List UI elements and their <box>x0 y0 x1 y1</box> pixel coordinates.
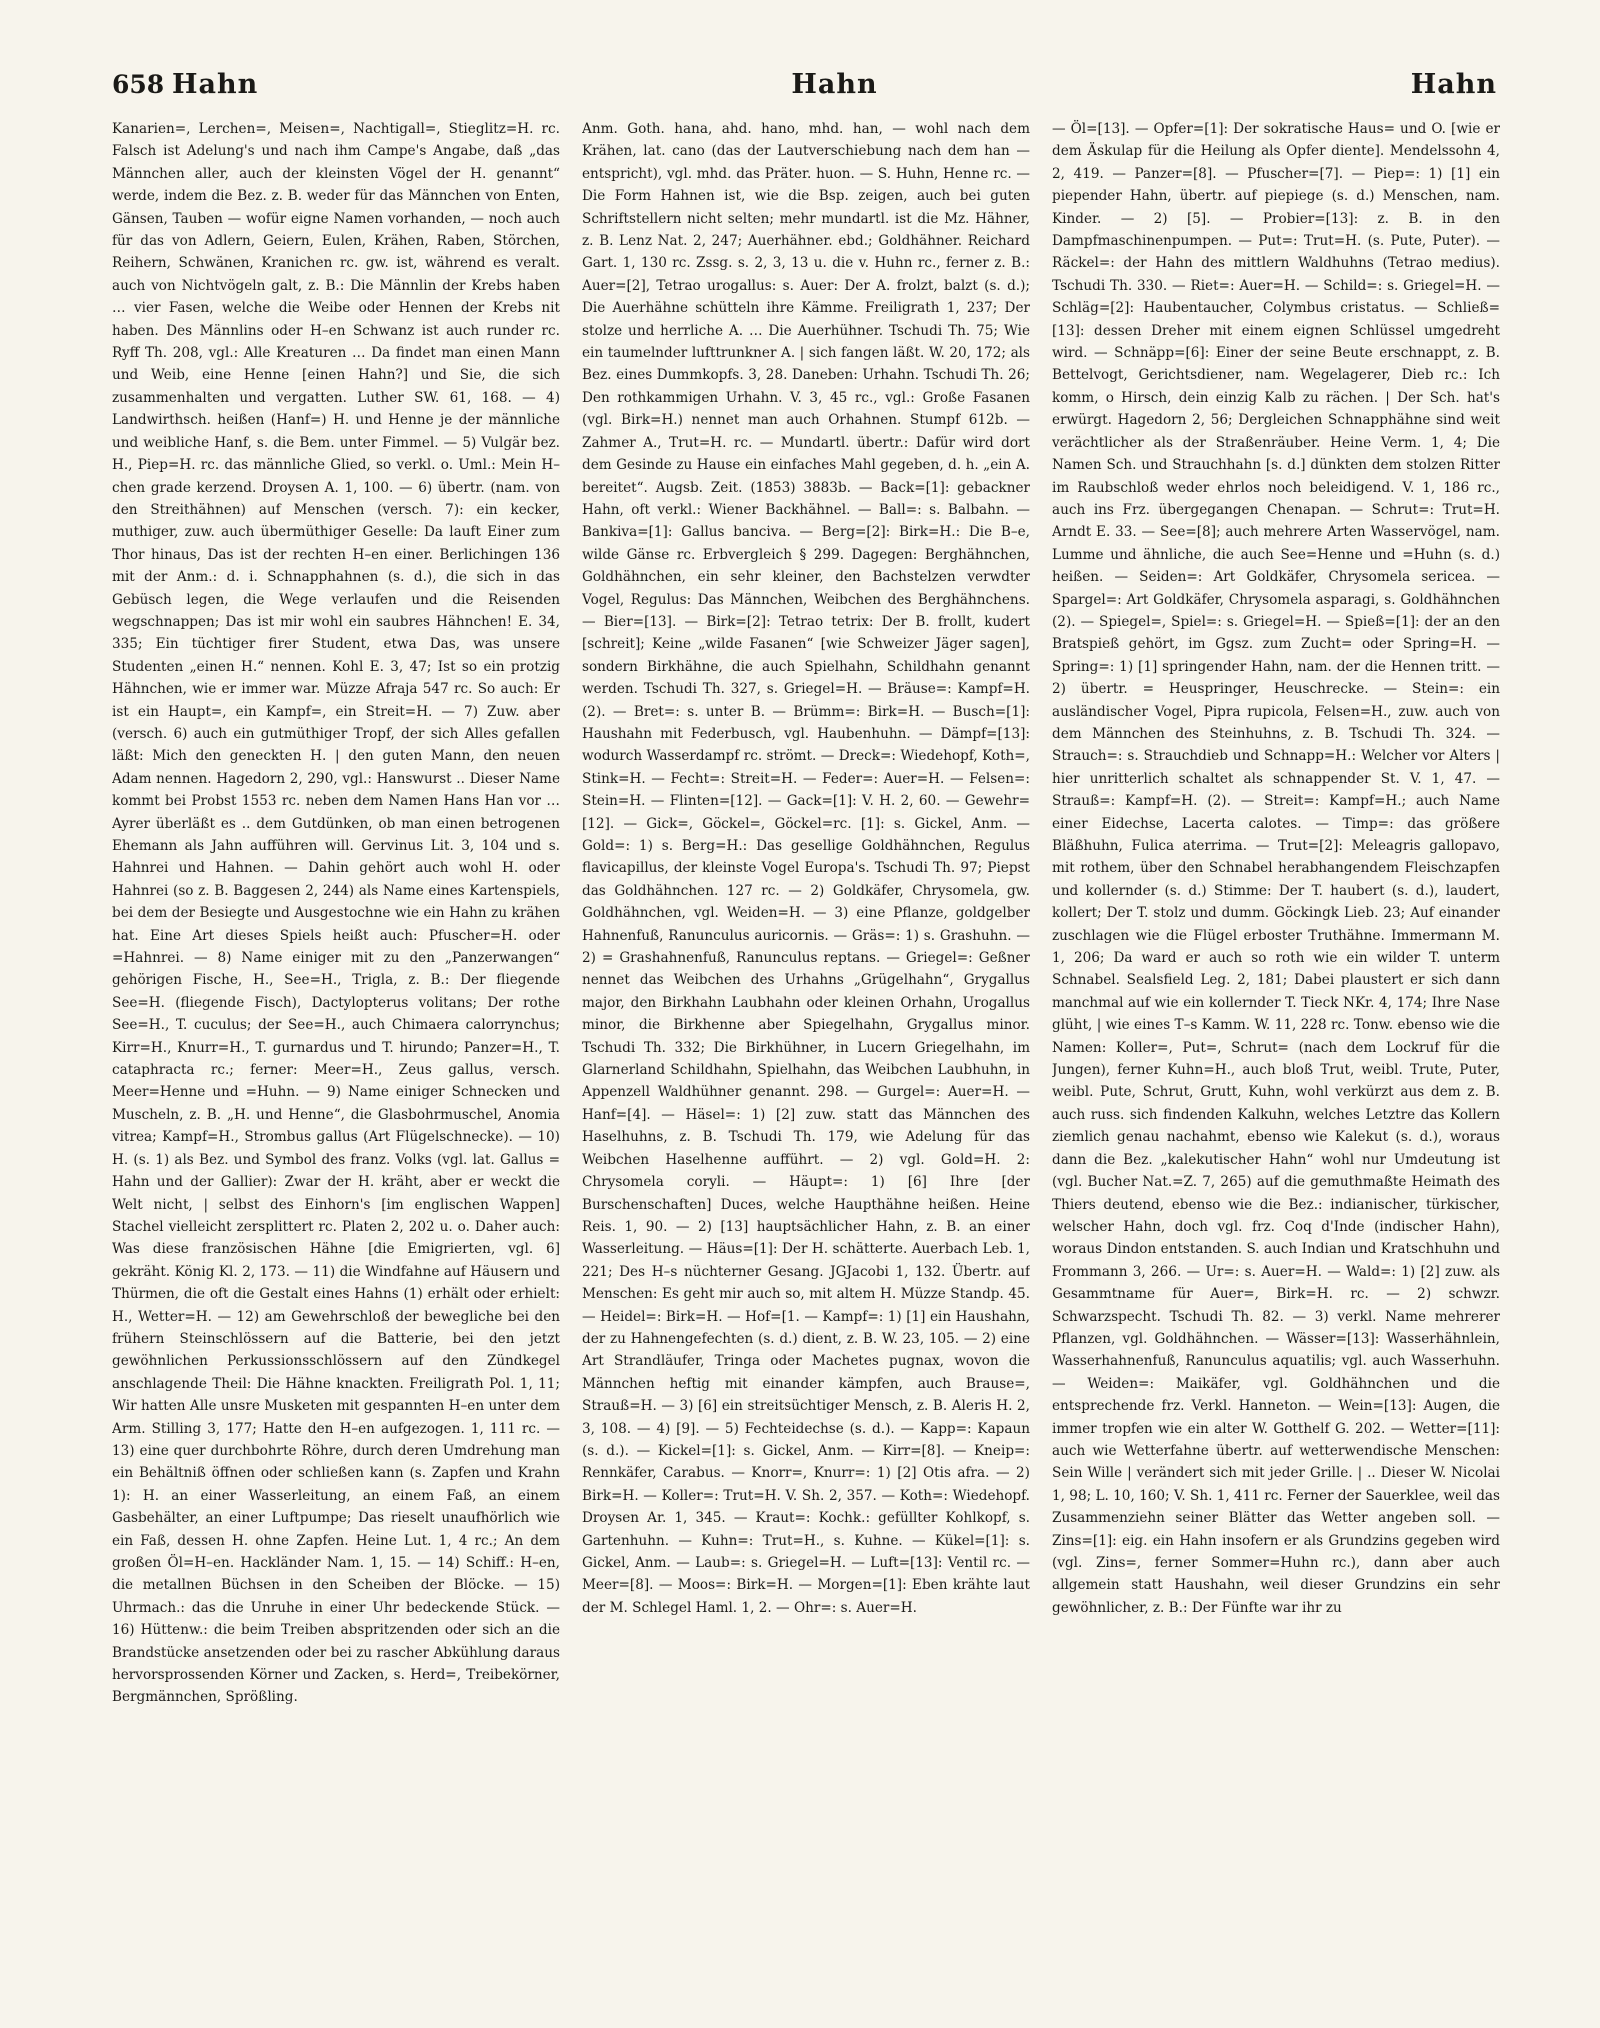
column-right <box>1052 118 1500 2013</box>
text-columns <box>112 118 1500 2013</box>
page-header <box>112 62 1497 106</box>
column-middle <box>582 118 1030 2013</box>
running-head-right: Hahn <box>1410 68 1497 100</box>
running-head-center: Hahn <box>791 68 878 100</box>
column-right-text: — Öl=[13]. — Opfer=[1]: Der sokratische Haus= und O. [wie er dem Äskulap für die Heilung als Opfer diente]. Mendelssohn 4, 2, 419. — Panzer=[8]. — Pfuscher=[7]. — Piep=: 1) [1] ein piepender Hahn, übertr. auf piepiege (s. d.) Menschen, nam. Kinder. — 2) [5]. — Probier=[13]: z. B. in den Dampfmaschinenpumpen. — Put=: Trut=H. (s. Pute, Puter). — Räckel=: der Hahn des mittlern Waldhuhns (Tetrao medius). Tschudi Th. 330. — Riet=: Auer=H. — Schild=: s. Griegel=H. — Schläg=[2]: Haubentaucher, Colymbus cristatus. — Schließ=[13]: dessen Dreher mit einem eignen Schlüssel umgedreht wird. — Schnäpp=[6]: Einer der seine Beute erschnappt, z. B. Bettelvogt, Gerichtsdiener, nam. Wegelagerer, Dieb rc.: Ich komm, o Hirsch, dein einzig Kalb zu rächen. | Der Sch. hat's erwürgt. Hagedorn 2, 56; Dergleichen Schnapphähne sind weit verächtlicher als der Straßenräuber. Heine Verm. 1, 4; Die Namen Sch. und Strauchhahn [s. d.] dünkten dem stolzen Ritter im Raubschloß weder ehrlos noch beleidigend. V. 1, 186 rc., auch ins Frz. übergegangen Chenapan. — Schrut=: Trut=H. Arndt E. 33. — See=[8]; auch mehrere Arten Wasservögel, nam. Lumme und ähnliche, die auch See=Henne und =Huhn (s. d.) heißen. — Seiden=: Art Goldkäfer, Chrysomela sericea. — Spargel=: Art Goldkäfer, Chrysomela asparagi, s. Goldhähnchen (2). — Spiegel=, Spiel=: s. Griegel=H. — Spieß=[1]: der an den Bratspieß gehört, im Ggsz. zum Zucht= oder Spring=H. — Spring=: 1) [1] springender Hahn, nam. der die Hennen tritt. — 2) übertr. = Heuspringer, Heuschrecke. — Stein=: ein ausländischer Vogel, Pipra rupicola, Felsen=H., zuw. auch von dem Männchen des Steinhuhns, z. B. Tschudi Th. 324. — Strauch=: s. Strauchdieb und Schnapp=H.: Welcher vor Alters | hier unritterlich schaltet als schnappender St. V. 1, 47. — Strauß=: Kampf=H. (2). — Streit=: Kampf=H.; auch Name einer Eidechse, Lacerta calotes. — Timp=: das größere Bläßhuhn, Fulica aterrima. — Trut=[2]: Meleagris gallopavo, mit rothem, über den Schnabel herabhangendem Fleischzapfen und kollernder (s. d.) Stimme: Der T. haubert (s. d.), laudert, kollert; Der T. stolz und dumm. Göckingk Lieb. 23; Auf einander zuschlagen wie die Flügel erboster Truthähne. Immermann M. 1, 206; Da ward er auch so roth wie ein wilder T. unterm Schnabel. Sealsfield Leg. 2, 181; Dabei plaustert er sich dann manchmal auf wie ein kollernder T. Tieck NKr. 4, 174; Ihre Nase glüht, | wie eines T–s Kamm. W. 11, 228 rc. Tonw. ebenso wie die Namen: Koller=, Put=, Schrut= (nach dem Lockruf für die Jungen), ferner Kuhn=H., auch bloß Trut, weibl. Trute, Puter, weibl. Pute, Schrut, Grutt, Kuhn, wohl verkürzt aus dem z. B. auch russ. sich findenden Kalkuhn, welches Letztre das Kollern ziemlich genau nachahmt, ebenso wie Kalekut (s. d.), woraus dann die Bez. „kalekutischer Hahn“ wohl nur Umdeutung ist (vgl. Bucher Nat.=Z. 7, 265) auf die gemuthmaßte Heimath des Thiers deutend, ebenso wie die Bez.: indianischer, türkischer, welscher Hahn, doch vgl. frz. Coq d'Inde (indischer Hahn), woraus Dindon entstanden. S. auch Indian und Kratschhuhn und Frommann 3, 266. — Ur=: s. Auer=H. — Wald=: 1) [2] zuw. als Gesammtname für Auer=, Birk=H. rc. — 2) schwzr. Schwarzspecht. Tschudi Th. 82. — 3) verkl. Name mehrerer Pflanzen, vgl. Goldhähnchen. — Wässer=[13]: Wasserhähnlein, Wasserhahnenfuß, Ranunculus aquatilis; vgl. auch Wasserhuhn. — Weiden=: Maikäfer, vgl. Goldhähnchen und die entsprechende frz. Verkl. Hanneton. — Wein=[13]: Augen, die immer tropfen wie ein alter W. Gotthelf G. 202. — Wetter=[11]: auch wie Wetterfahne übertr. auf wetterwendische Menschen: Sein Wille | verändert sich mit jeder Grille. | .. Dieser W. Nicolai 1, 98; L. 10, 160; V. Sh. 1, 411 rc. Ferner der Sauerklee, weil das Zusammenziehn seiner Blätter das Wetter angeben soll. — Zins=[1]: eig. ein Hahn insofern er als Grundzins gegeben wird (vgl. Zins=, ferner Sommer=Huhn rc.), dann aber auch allgemein statt Haushahn, weil dieser Grundzins ein sehr gewöhnlicher, z. B.: Der Fünfte war ihr zu <box>1052 121 1500 1616</box>
column-left <box>112 118 560 2013</box>
page-number: 658 <box>112 69 165 99</box>
running-head-left: Hahn <box>172 68 259 100</box>
column-left-text: Kanarien=, Lerchen=, Meisen=, Nachtigall=, Stieglitz=H. rc. Falsch ist Adelung's und nach ihm Campe's Angabe, daß „das Männchen aller, auch der kleinsten Vögel der H. genannt“ werde, indem die Bez. z. B. weder für das Männchen von Enten, Gänsen, Tauben — wofür eigne Namen vorhanden, — noch auch für das von Adlern, Geiern, Eulen, Krähen, Raben, Störchen, Reihern, Schwänen, Kranichen rc. gw. ist, während es veralt. auch von Nichtvögeln galt, z. B.: Die Männlin der Krebs haben … vier Fasen, welche die Weibe oder Hennen der Krebs nit haben. Des Männlins oder H–en Schwanz ist auch runder rc. Ryff Th. 208, vgl.: Alle Kreaturen … Da findet man einen Mann und Weib, eine Henne [einen Hahn?] und Sie, die sich zusammenhalten und vergatten. Luther SW. 61, 168. — 4) Landwirthsch. heißen (Hanf=) H. und Henne je der männliche und weibliche Hanf, s. die Bem. unter Fimmel. — 5) Vulgär bez. H., Piep=H. rc. das männliche Glied, so verkl. o. Uml.: Mein H–chen grade kerzend. Droysen A. 1, 100. — 6) übertr. (nam. von den Streithähnen) auf Menschen (versch. 7): ein kecker, muthiger, zuw. auch übermüthiger Geselle: Da lauft Einer zum Thor hinaus, Das ist der rechten H–en einer. Berlichingen 136 mit der Anm.: d. i. Schnapphahnen (s. d.), die sich in das Gebüsch legen, die Wege verlaufen und die Reisenden wegschnappen; Das ist mir wohl ein saubres Hähnchen! E. 34, 335; Ein tüchtiger firer Student, etwa Das, was unsere Studenten „einen H.“ nennen. Kohl E. 3, 47; Ist so ein protzig Hähnchen, wie er immer war. Müzze Afraja 547 rc. So auch: Er ist ein Haupt=, ein Kampf=, ein Streit=H. — 7) Zuw. aber (versch. 6) auch ein gutmüthiger Tropf, der sich Alles gefallen läßt: Mich den geneckten H. | den guten Mann, den neuen Adam nennen. Hagedorn 2, 290, vgl.: Hanswurst .. Dieser Name kommt bei Probst 1553 rc. neben dem Namen Hans Han vor … Ayrer überläßt es .. dem Gutdünken, ob man einen betrogenen Ehemann als Jahn aufführen will. Gervinus Lit. 3, 104 und s. Hahnrei und Hahnen. — Dahin gehört auch wohl H. oder Hahnrei (so z. B. Baggesen 2, 244) als Name eines Kartenspiels, bei dem der Besiegte und Ausgestochne wie ein Hahn zu krähen hat. Eine Art dieses Spiels heißt auch: Pfuscher=H. oder =Hahnrei. — 8) Name einiger mit zu den „Panzerwangen“ gehörigen Fische, H., See=H., Trigla, z. B.: Der fliegende See=H. (fliegende Fisch), Dactylopterus volitans; Der rothe See=H., T. cuculus; der See=H., auch Chimaera calorrynchus; Kirr=H., Knurr=H., T. gurnardus und T. hirundo; Panzer=H., T. cataphracta rc.; ferner: Meer=H., Zeus gallus, versch. Meer=Henne und =Huhn. — 9) Name einiger Schnecken und Muscheln, z. B. „H. und Henne“, die Glasbohrmuschel, Anomia vitrea; Kampf=H., Strombus gallus (Art Flügelschnecke). — 10) H. (s. 1) als Bez. und Symbol des franz. Volks (vgl. lat. Gallus = Hahn und der Gallier): Zwar der H. kräht, aber er weckt die Welt nicht, | selbst des Einhorn's [im englischen Wappen] Stachel vielleicht zersplittert rc. Platen 2, 202 u. o. Daher auch: Was diese französischen Hähne [die Emigrierten, vgl. 6] gekräht. König Kl. 2, 173. — 11) die Windfahne auf Häusern und Thürmen, die oft die Gestalt eines Hahns (1) erhält oder erhielt: H., Wetter=H. — 12) am Gewehrschloß der bewegliche bei den frühern Steinschlössern auf die Batterie, bei den jetzt gewöhnlichen Perkussionsschlössern auf den Zündkegel anschlagende Theil: Die Hähne knackten. Freiligrath Pol. 1, 11; Wir hatten Alle unsre Musketen mit gespannten H–en unter dem Arm. Stilling 3, 177; Hatte den H–en aufgezogen. 1, 111 rc. — 13) eine quer durchbohrte Röhre, durch deren Umdrehung man ein Behältniß öffnen oder schließen kann (s. Zapfen und Krahn 1): H. an einer Wasserleitung, an einem Faß, an einem Gasbehälter, an einer Luftpumpe; Das rieselt unaufhörlich wie ein Faß, dessen H. ohne Zapfen. Heine Lut. 1, 4 rc.; An dem großen Öl=H–en. Hackländer Nam. 1, 15. — 14) Schiff.: H–en, die metallnen Büchsen in den Scheiben der Blöcke. — 15) Uhrmach.: das die Unruhe in einer Uhr bedeckende Stück. — 16) Hüttenw.: die beim Treiben abspritzenden oder sich an die Brandstücke ansetzenden oder bei zu rascher Abkühlung daraus hervorsprossenden Körner und Zacken, s. Herd=, Treibekörner, Bergmännchen, Sprößling. <box>112 121 560 1706</box>
column-middle-text: Anm. Goth. hana, ahd. hano, mhd. han, — wohl nach dem Krähen, lat. cano (das der Lautverschiebung nach dem han — entspricht), vgl. mhd. das Präter. huon. — S. Huhn, Henne rc. — Die Form Hahnen ist, wie die Bsp. zeigen, auch bei guten Schriftstellern nicht selten; mehr mundartl. ist die Mz. Hähner, z. B. Lenz Nat. 2, 247; Auerhähner. ebd.; Goldhähner. Reichard Gart. 1, 130 rc. Zssg. s. 2, 3, 13 u. die v. Huhn rc., ferner z. B.: Auer=[2], Tetrao urogallus: s. Auer: Der A. frolzt, balzt (s. d.); Die Auerhähne schütteln ihre Kämme. Freiligrath 1, 237; Der stolze und herrliche A. … Die Auerhühner. Tschudi Th. 75; Wie ein taumelnder lufttrunkner A. | sich fangen läßt. W. 20, 172; als Bez. eines Dummkopfs. 3, 28. Daneben: Urhahn. Tschudi Th. 26; Den rothkammigen Urhahn. V. 3, 45 rc., vgl.: Große Fasanen (vgl. Birk=H.) nennet man auch Orhahnen. Stumpf 612b. — Zahmer A., Trut=H. rc. — Mundartl. übertr.: Dafür wird dort dem Gesinde zu Hause ein einfaches Mahl gegeben, d. h. „ein A. bereitet“. Augsb. Zeit. (1853) 3883b. — Back=[1]: gebackner Hahn, oft verkl.: Wiener Backhähnel. — Ball=: s. Balbahn. — Bankiva=[1]: Gallus banciva. — Berg=[2]: Birk=H.: Die B–e, wilde Gänse rc. Erbvergleich § 299. Dagegen: Berghähnchen, Goldhähnchen, ein sehr kleiner, den Bachstelzen verwdter Vogel, Regulus: Das Männchen, Weibchen des Berghähnchens. — Bier=[13]. — Birk=[2]: Tetrao tetrix: Der B. frollt, kudert [schreit]; Keine „wilde Fasanen“ [wie Schweizer Jäger sagen], sondern Birkhähne, die auch Spielhahn, Schildhahn genannt werden. Tschudi Th. 327, s. Griegel=H. — Bräuse=: Kampf=H. (2). — Bret=: s. unter B. — Brümm=: Birk=H. — Busch=[1]: Haushahn mit Federbusch, vgl. Haubenhuhn. — Dämpf=[13]: wodurch Wasserdampf rc. strömt. — Dreck=: Wiedehopf, Koth=, Stink=H. — Fecht=: Streit=H. — Feder=: Auer=H. — Felsen=: Stein=H. — Flinten=[12]. — Gack=[1]: V. H. 2, 60. — Gewehr=[12]. — Gick=, Göckel=, Göckel=rc. [1]: s. Gickel, Anm. — Gold=: 1) s. Berg=H.: Das gesellige Goldhähnchen, Regulus flavicapillus, der kleinste Vogel Europa's. Tschudi Th. 97; Piepst das Goldhähnchen. 127 rc. — 2) Goldkäfer, Chrysomela, gw. Goldhähnchen, vgl. Weiden=H. — 3) eine Pflanze, goldgelber Hahnenfuß, Ranunculus auricornis. — Gräs=: 1) s. Grashuhn. — 2) = Grashahnenfuß, Ranunculus reptans. — Griegel=: Geßner nennet das Weibchen des Urhahns „Grügelhahn“, Grygallus major, den Birkhahn Laubhahn oder kleinen Orhahn, Urogallus minor, die Birkhenne aber Spiegelhahn, Grygallus minor. Tschudi Th. 332; Die Birkhühner, in Lucern Griegelhahn, im Glarnerland Schildhahn, Spielhahn, das Weibchen Laubhuhn, in Appenzell Waldhühner genannt. 298. — Gurgel=: Auer=H. — Hanf=[4]. — Häsel=: 1) [2] zuw. statt das Männchen des Haselhuhns, z. B. Tschudi Th. 179, wie Adelung für das Weibchen Haselhenne aufführt. — 2) vgl. Gold=H. 2: Chrysomela coryli. — Häupt=: 1) [6] Ihre [der Burschenschaften] Duces, welche Haupthähne heißen. Heine Reis. 1, 90. — 2) [13] hauptsächlicher Hahn, z. B. an einer Wasserleitung. — Häus=[1]: Der H. schätterte. Auerbach Leb. 1, 221; Des H–s nüchterner Gesang. JGJacobi 1, 132. Übertr. auf Menschen: Es geht mir auch so, mit altem H. Müzze Standp. 45. — Heidel=: Birk=H. — Hof=[1. — Kampf=: 1) [1] ein Haushahn, der zu Hahnengefechten (s. d.) dient, z. B. W. 23, 105. — 2) eine Art Strandläufer, Tringa oder Machetes pugnax, wovon die Männchen heftig mit einander kämpfen, auch Brause=, Strauß=H. — 3) [6] ein streitsüchtiger Mensch, z. B. Aleris H. 2, 3, 108. — 4) [9]. — 5) Fechteidechse (s. d.). — Kapp=: Kapaun (s. d.). — Kickel=[1]: s. Gickel, Anm. — Kirr=[8]. — Kneip=: Rennkäfer, Carabus. — Knorr=, Knurr=: 1) [2] Otis afra. — 2) Birk=H. — Koller=: Trut=H. V. Sh. 2, 357. — Koth=: Wiedehopf. Droysen Ar. 1, 345. — Kraut=: Kochk.: gefüllter Kohlkopf, s. Gartenhuhn. — Kuhn=: Trut=H., s. Kuhne. — Kükel=[1]: s. Gickel, Anm. — Laub=: s. Griegel=H. — Luft=[13]: Ventil rc. — Meer=[8]. — Moos=: Birk=H. — Morgen=[1]: Eben krähte laut der M. Schlegel Haml. 1, 2. — Ohr=: s. Auer=H. <box>582 121 1030 1616</box>
